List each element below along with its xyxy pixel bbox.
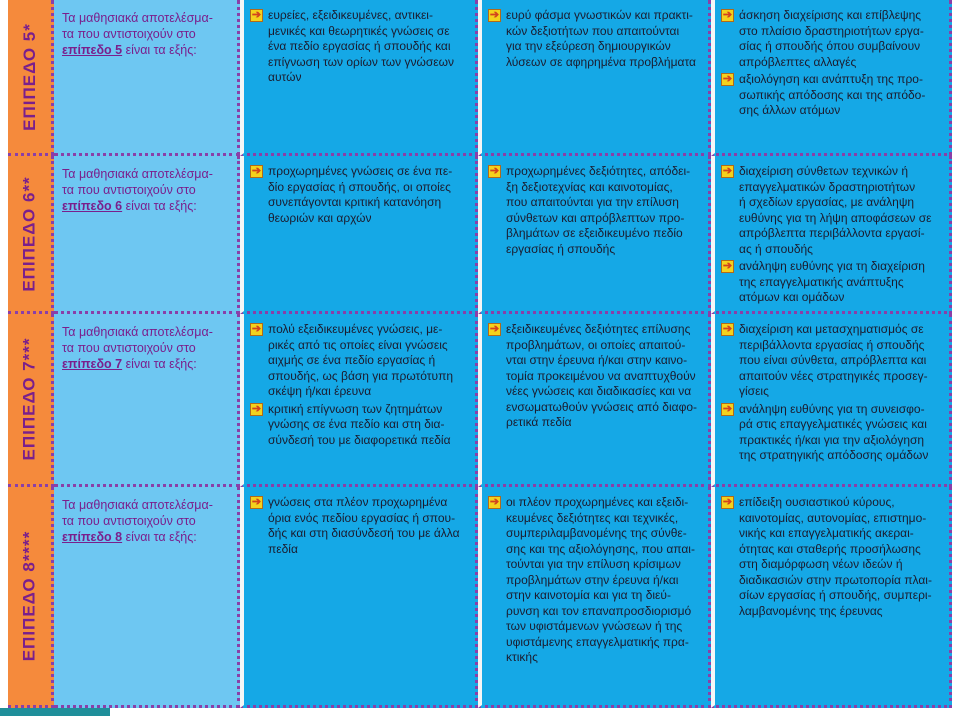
arrow-right-icon: ➔ <box>489 165 500 177</box>
competence-cell <box>711 0 952 156</box>
skills-cell <box>478 0 711 156</box>
bullet-text: άσκηση διαχείρισης και επίβλεψης στο πλαίσιο δραστηριοτήτων εργα- σίας ή σπουδής όπου συμβαίνουν απρόβλεπτες αλλαγές <box>739 8 924 69</box>
bullet-text: διαχείριση σύνθετων τεχνικών ή επαγγελματικών δραστηριοτήτων ή σχεδίων εργασίας, με ανάληψη ευθύνης για τη λήψη αποφάσεων σε απρόβλεπτα περιβάλλοντα εργασί- ας ή σπουδής <box>739 164 932 256</box>
level-label: ΕΠΙΠΕΔΟ 8**** <box>19 530 39 662</box>
bullet-item <box>488 164 702 257</box>
bullet-item <box>488 8 702 70</box>
level-label: ΕΠΙΠΕΔΟ 5* <box>19 22 39 131</box>
bullet-text: προχωρημένες γνώσεις σε ένα πε- δίο εργασίας ή σπουδής, οι οποίες συνεπάγονται κριτική κατανόηση θεωριών και αρχών <box>268 164 453 225</box>
bullet-item <box>721 72 943 119</box>
level-description <box>54 0 240 156</box>
bullet-text: οι πλέον προχωρημένες και εξειδι- κευμένες δεξιότητες και τεχνικές, συμπεριλαμβανομένης της σύνθε- σης και της αξιολόγησης, που απαι- τούνται για την επίλυση κρίσιμων προβλημάτων στην έρευνα ή/και στην καινοτομία και για τη διεύ- ρυνση και τον επαναπροσδιορισμό των υφιστάμενων γνώσεων ή της υφιστάμενης επαγγελματικής πρα- κτικής <box>506 495 695 664</box>
arrow-right-icon: ➔ <box>251 496 262 508</box>
knowledge-cell <box>240 0 478 156</box>
bullet-text: εξειδικευμένες δεξιότητες επίλυσης προβλημάτων, οι οποίες απαιτού- νται στην έρευνα ή/και στην καινο- τομία προκειμένου να αναπτυχθούν νέες γνώσεις και διαδικασίες και να ενσωματωθούν γνώσεις από διαφο- ρετικά πεδία <box>506 322 698 429</box>
arrow-right-icon: ➔ <box>722 165 733 177</box>
level-link[interactable]: επίπεδο 7 <box>62 357 123 371</box>
description-text: Τα μαθησιακά αποτελέσμα- τα που αντιστοιχούν στο <box>62 11 213 41</box>
knowledge-cell <box>240 156 478 314</box>
description-text: Τα μαθησιακά αποτελέσμα- τα που αντιστοιχούν στο <box>62 167 213 197</box>
bullet-item <box>250 164 469 226</box>
level-link[interactable]: επίπεδο 8 <box>62 530 123 544</box>
description-suffix: είναι τα εξής: <box>122 357 197 371</box>
arrow-right-icon: ➔ <box>722 402 733 415</box>
description-text: Τα μαθησιακά αποτελέσμα- τα που αντιστοιχούν στο <box>62 325 213 355</box>
bullet-item <box>721 322 943 400</box>
bullet-text: ανάληψη ευθύνης για τη συνεισφο- ρά στις επαγγελματικές γνώσεις και πρακτικές ή/και για την αξιολόγηση της στρατηγικής απόδοσης ομάδων <box>739 401 929 462</box>
bullet-text: ευρείες, εξειδικευμένες, αντικει- μενικές και θεωρητικές γνώσεις σε ένα πεδίο εργασίας ή σπουδής και επίγνωση των ορίων των γνώσεων αυτών <box>268 8 454 84</box>
arrow-right-icon: ➔ <box>722 73 733 85</box>
level-label: ΕΠΙΠΕΔΟ 6** <box>19 175 39 292</box>
knowledge-cell <box>240 487 478 708</box>
bullet-text: διαχείριση και μετασχηματισμός σε περιβάλλοντα εργασίας ή σπουδής που είναι σύνθετα, απρόβλεπτα και απαιτούν νέες στρατηγικές προσεγ- γίσεις <box>739 322 928 398</box>
bullet-item <box>721 164 943 257</box>
arrow-right-icon: ➔ <box>489 323 500 335</box>
bullet-item <box>488 495 702 666</box>
description-suffix: είναι τα εξής: <box>122 43 197 57</box>
arrow-right-icon: ➔ <box>722 260 733 272</box>
bullet-item <box>721 8 943 70</box>
bullet-item <box>250 322 469 400</box>
bullet-text: γνώσεις στα πλέον προχωρημένα όρια ενός πεδίου εργασίας ή σπου- δής και στη διασύνδεσή του με άλλα πεδία <box>268 495 460 556</box>
level-link[interactable]: επίπεδο 5 <box>62 43 123 57</box>
description-suffix: είναι τα εξής: <box>122 530 197 544</box>
competence-cell <box>711 487 952 708</box>
bottom-strip <box>0 708 960 716</box>
bullet-text: προχωρημένες δεξιότητες, απόδει- ξη δεξιοτεχνίας και καινοτομίας, που απαιτούνται για την επίλυση σύνθετων και απρόβλεπτων προ- βλημάτων σε εξειδικευμένο πεδίο εργασίας ή σπουδής <box>506 164 691 256</box>
level-description <box>54 314 240 487</box>
arrow-right-icon: ➔ <box>251 402 262 415</box>
arrow-right-icon: ➔ <box>251 323 262 335</box>
bullet-item <box>721 259 943 306</box>
bullet-text: πολύ εξειδικευμένες γνώσεις, με- ρικές από τις οποίες είναι γνώσεις αιχμής σε ένα πεδίο εργασίας ή σπουδής, ως βάση για πρωτότυπη σκέψη ή/και έρευνα <box>268 322 454 398</box>
skills-cell <box>478 314 711 487</box>
bullet-item <box>250 495 469 557</box>
arrow-right-icon: ➔ <box>489 496 500 508</box>
level-description <box>54 156 240 314</box>
eqf-levels-table <box>8 0 952 708</box>
arrow-right-icon: ➔ <box>722 9 733 21</box>
competence-cell <box>711 314 952 487</box>
bullet-text: αξιολόγηση και ανάπτυξη της προ- σωπικής απόδοσης και της απόδο- σης άλλων ατόμων <box>739 72 926 117</box>
arrow-right-icon: ➔ <box>489 9 500 21</box>
bullet-item <box>721 495 943 619</box>
arrow-right-icon: ➔ <box>722 496 733 508</box>
level-label-cell <box>8 0 54 156</box>
description-suffix: είναι τα εξής: <box>122 199 197 213</box>
arrow-right-icon: ➔ <box>722 323 733 335</box>
bullet-text: ανάληψη ευθύνης για τη διαχείριση της επαγγελματικής ανάπτυξης ατόμων και ομάδων <box>739 259 925 304</box>
bullet-text: κριτική επίγνωση των ζητημάτων γνώσης σε ένα πεδίο και στη δια- σύνδεσή του με διαφορετικά πεδία <box>268 401 451 447</box>
bullet-text: ευρύ φάσμα γνωστικών και πρακτι- κών δεξιοτήτων που απαιτούνται για την εξεύρεση δημιουργικών λύσεων σε αφηρημένα προβλήματα <box>506 8 696 69</box>
bullet-item <box>250 8 469 86</box>
level-description <box>54 487 240 708</box>
level-label-cell <box>8 487 54 708</box>
level-label-cell <box>8 156 54 314</box>
bullet-item <box>250 402 469 449</box>
bullet-item <box>721 402 943 464</box>
description-text: Τα μαθησιακά αποτελέσμα- τα που αντιστοιχούν στο <box>62 498 213 528</box>
level-link[interactable]: επίπεδο 6 <box>62 199 123 213</box>
level-label: ΕΠΙΠΕΔΟ 7*** <box>19 337 39 461</box>
knowledge-cell <box>240 314 478 487</box>
skills-cell <box>478 156 711 314</box>
arrow-right-icon: ➔ <box>251 9 262 21</box>
arrow-right-icon: ➔ <box>251 165 262 177</box>
skills-cell <box>478 487 711 708</box>
bullet-text: επίδειξη ουσιαστικού κύρους, καινοτομίας, αυτονομίας, επιστημο- νικής και επαγγελματικής ακεραι- ότητας και σταθερής προσήλωσης στη διαμόρφωση νέων ιδεών ή διαδικασιών στην πρωτοπορία πλαι- σίων εργασίας ή σπουδής, συμπερι- λαμβανομένης της έρευνας <box>739 495 932 618</box>
competence-cell <box>711 156 952 314</box>
level-label-cell <box>8 314 54 487</box>
bullet-item <box>488 322 702 431</box>
